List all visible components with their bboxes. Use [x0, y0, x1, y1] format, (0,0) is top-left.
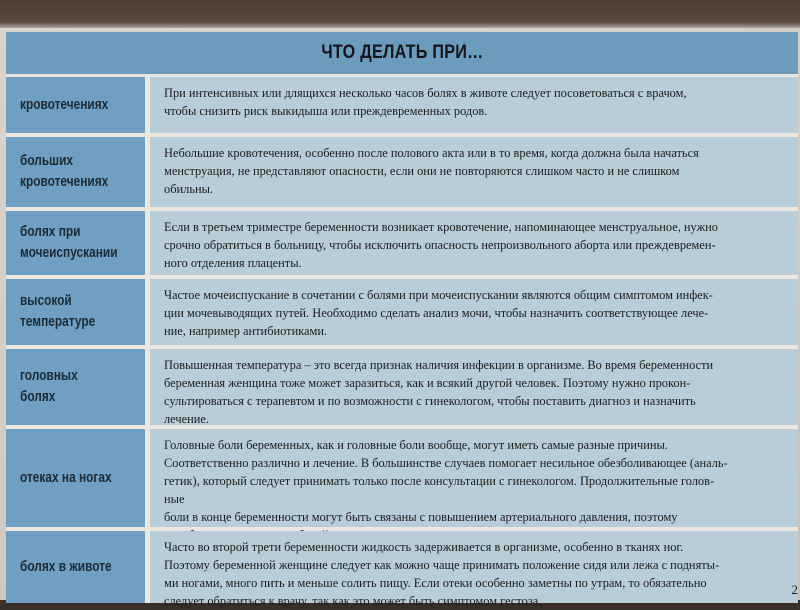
- row-label-cell: [6, 77, 150, 133]
- row-label-cell: [6, 349, 150, 425]
- row-label: болях в животе: [20, 558, 112, 575]
- row-text-cell: [150, 279, 798, 345]
- row-text-cell: [150, 137, 798, 207]
- table-row: [6, 77, 798, 137]
- row-text: При интенсивных или длящихся несколько часов болях в животе следует посоветоваться с врачом, чтобы снизить риск выкидыша или преждевременных родов.: [164, 86, 687, 118]
- advice-table: [6, 32, 798, 608]
- row-text: Небольшие кровотечения, особенно после полового акта или в то время, когда должна была начаться менструация, не представляют опасности, если они не повторяются слишком часто и не слишком обильны.: [164, 146, 699, 196]
- row-text: Повышенная температура – это всегда признак наличия инфекции в организме. Во время беременности беременная женщина тоже может заразиться, как и всякий другой человек. Поэтому нужно прокон- сультироваться с терапевтом и по возможности с гинекологом, чтобы поставить диагноз и назначить лечение.: [164, 358, 714, 426]
- row-label-cell: [6, 531, 150, 603]
- row-text-cell: [150, 531, 798, 608]
- row-label-cell: [6, 137, 150, 207]
- row-label: отеках на ногах: [20, 469, 112, 486]
- row-text-cell: [150, 211, 798, 275]
- table-header: [6, 32, 798, 77]
- row-label: высокой температуре: [20, 293, 96, 330]
- table-title: ЧТО ДЕЛАТЬ ПРИ…: [320, 42, 484, 63]
- table-row: [6, 349, 798, 429]
- table-row: [6, 429, 798, 531]
- row-text: Головные боли беременных, как и головные боли вообще, могут иметь самые разные причины. Соответственно различно и лечение. В большинстве случаев помогает несильное обезболивающее (аналь- гетик), который следует принимать только после консультации с гинекологом. Продолжительные голов- ные боли в конце беременности могут быть связаны с повышением артериального давления, поэтому: [164, 438, 728, 524]
- row-label: больших кровотечениях: [20, 153, 109, 190]
- row-label: болях при мочеиспускании: [20, 224, 118, 261]
- table-row: [6, 279, 798, 349]
- page-number: 2: [791, 582, 798, 597]
- row-text-cell: [150, 77, 798, 133]
- table-row: [6, 531, 798, 608]
- row-text: Если в третьем триместре беременности возникает кровотечение, напоминающее менструальное, нужно срочно обратиться в больницу, чтобы исключить опасность непроизвольного аборта или преждевремен- ного отделения плаценты.: [164, 220, 718, 270]
- table-row: [6, 211, 798, 279]
- row-label-cell: [6, 279, 150, 345]
- row-text: Частое мочеиспускание в сочетании с болями при мочеиспускании являются общим симптомом инфек- ции мочевыводящих путей. Необходимо сделать анализ мочи, чтобы назначить соответствующее лече- ние, например антибиотиками.: [164, 288, 713, 338]
- row-label-cell: [6, 429, 150, 527]
- row-label-cell: [6, 211, 150, 275]
- row-text: Часто во второй трети беременности жидкость задерживается в организме, особенно в тканях ног. Поэтому беременной женщине следует как можно чаще принимать положение сидя или лежа с подняты- ми ногами, много пить и меньше солить пищу. Если отеки особенно заметны по утрам, то обязательно следует обратиться к врачу, так как это может быть симптомом гестоза.: [164, 540, 720, 608]
- table-row: [6, 137, 798, 211]
- row-text-cell: [150, 349, 798, 425]
- row-text-cell: [150, 429, 798, 527]
- row-label: кровотечениях: [20, 96, 109, 113]
- row-label: головных болях: [20, 368, 78, 405]
